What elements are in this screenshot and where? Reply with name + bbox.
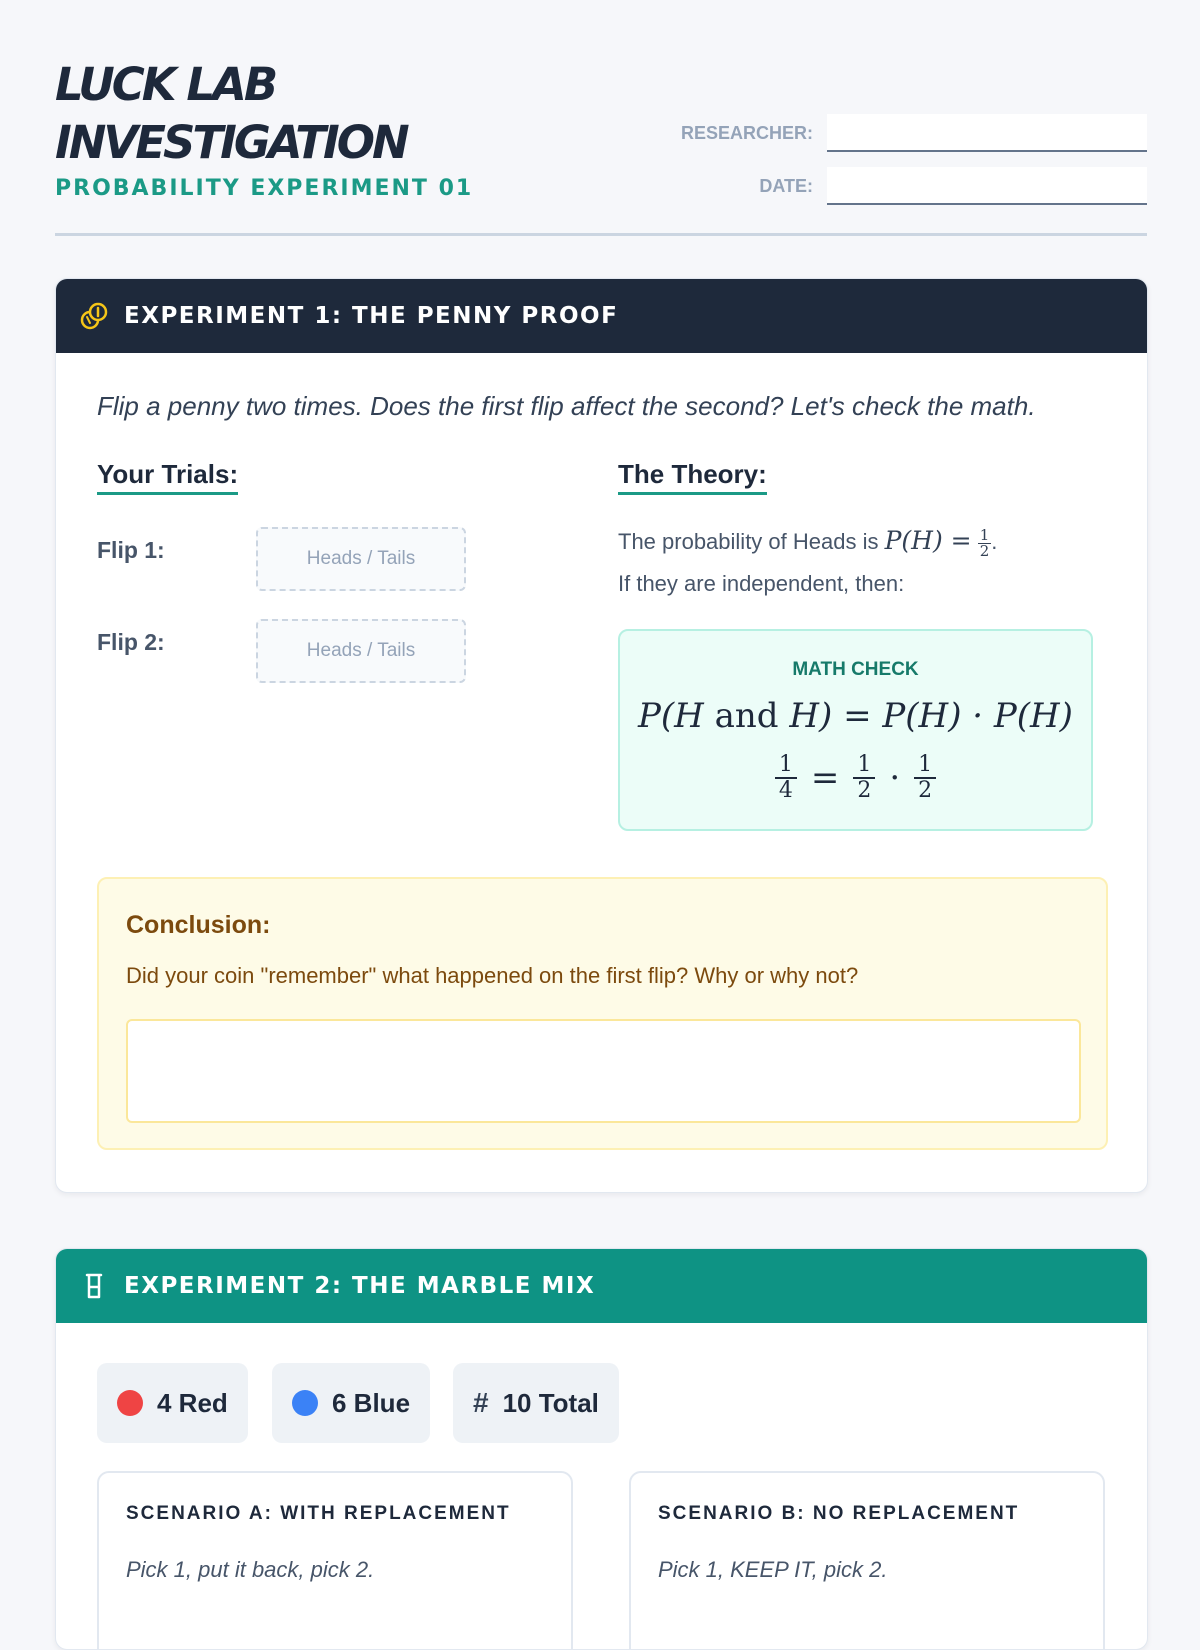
hash-icon: #	[473, 1387, 489, 1418]
total-count-label: 10 Total	[502, 1387, 599, 1418]
red-count-label: 4 Red	[157, 1387, 228, 1418]
fraction-one-half-a: $\frac{1}{2}$	[853, 753, 875, 803]
scenario-a-description: Pick 1, put it back, pick 2.	[126, 1557, 375, 1582]
experiment-1-card	[55, 278, 1148, 1193]
trials-heading: Your Trials:	[97, 459, 238, 495]
blue-count-label: 6 Blue	[332, 1387, 411, 1418]
experiment-1-intro: Flip a penny two times. Does the first flip affect the second? Let's check the math.	[97, 391, 1036, 421]
scenario-a-title: SCENARIO A: WITH REPLACEMENT	[126, 1503, 511, 1524]
scenario-b-description: Pick 1, KEEP IT, pick 2.	[658, 1557, 888, 1582]
beaker-icon	[78, 1270, 110, 1302]
theory-independent-text: If they are independent, then:	[618, 571, 905, 596]
equals-sign: =	[810, 758, 840, 798]
theory-formula: P(H) =	[884, 526, 972, 555]
red-marble-dot	[117, 1390, 143, 1416]
total-count-pill	[453, 1363, 619, 1443]
scenario-a-card	[97, 1471, 573, 1650]
blue-marble-dot	[292, 1390, 318, 1416]
researcher-input[interactable]	[827, 114, 1147, 152]
flip-1-input[interactable]: Heads / Tails	[256, 527, 466, 591]
conclusion-box	[97, 877, 1108, 1150]
flip-2-label: Flip 2:	[97, 629, 165, 655]
math-check-fractions	[620, 753, 1091, 803]
fraction-one-quarter: $\frac{1}{4}$	[775, 753, 797, 803]
eq1-right: H) = P(H) · P(H)	[778, 696, 1073, 736]
title-line-1: LUCK LAB	[55, 58, 276, 111]
math-check-equation	[620, 696, 1091, 736]
experiment-2-header	[56, 1249, 1147, 1323]
conclusion-answer-field[interactable]	[126, 1019, 1081, 1123]
flip-1-label: Flip 1:	[97, 537, 165, 563]
flip-2-input[interactable]: Heads / Tails	[256, 619, 466, 683]
experiment-2-title: EXPERIMENT 2: THE MARBLE MIX	[124, 1273, 596, 1299]
researcher-label: RESEARCHER:	[680, 123, 813, 143]
conclusion-question: Did your coin "remember" what happened on the first flip? Why or why not?	[126, 963, 859, 988]
theory-heading: The Theory:	[618, 459, 767, 495]
experiment-1-header	[56, 279, 1147, 353]
title-line-2: INVESTIGATION	[55, 116, 407, 169]
scenario-b-card	[629, 1471, 1105, 1650]
theory-frac-den: 2	[979, 541, 990, 560]
experiment-1-title: EXPERIMENT 1: THE PENNY PROOF	[124, 303, 619, 329]
header-divider	[55, 233, 1147, 236]
theory-probability-text: The probability of Heads is P(H) = $\frac{1}{2}$ .	[618, 525, 998, 560]
red-count-pill	[97, 1363, 248, 1443]
eq1-and: and	[714, 696, 779, 736]
theory-fraction	[978, 525, 992, 560]
subtitle: PROBABILITY EXPERIMENT 01	[55, 176, 474, 201]
blue-count-pill	[272, 1363, 430, 1443]
coins-icon	[78, 300, 110, 332]
fraction-one-half-b: $\frac{1}{2}$	[914, 753, 936, 803]
theory-text-1: The probability of Heads is	[618, 529, 879, 554]
researcher-row	[573, 114, 1147, 152]
scenario-b-title: SCENARIO B: NO REPLACEMENT	[658, 1503, 1020, 1524]
math-check-label: MATH CHECK	[792, 659, 919, 680]
eq1-left: P(H	[638, 696, 715, 736]
math-check-box	[618, 629, 1093, 831]
date-input[interactable]	[827, 167, 1147, 205]
theory-frac-num: 1	[979, 525, 990, 544]
date-row	[573, 167, 1147, 205]
date-label: DATE:	[759, 176, 813, 196]
worksheet-header	[55, 56, 1147, 236]
multiply-dot: ·	[889, 758, 901, 798]
experiment-2-card	[55, 1248, 1148, 1650]
conclusion-title: Conclusion:	[126, 911, 271, 939]
